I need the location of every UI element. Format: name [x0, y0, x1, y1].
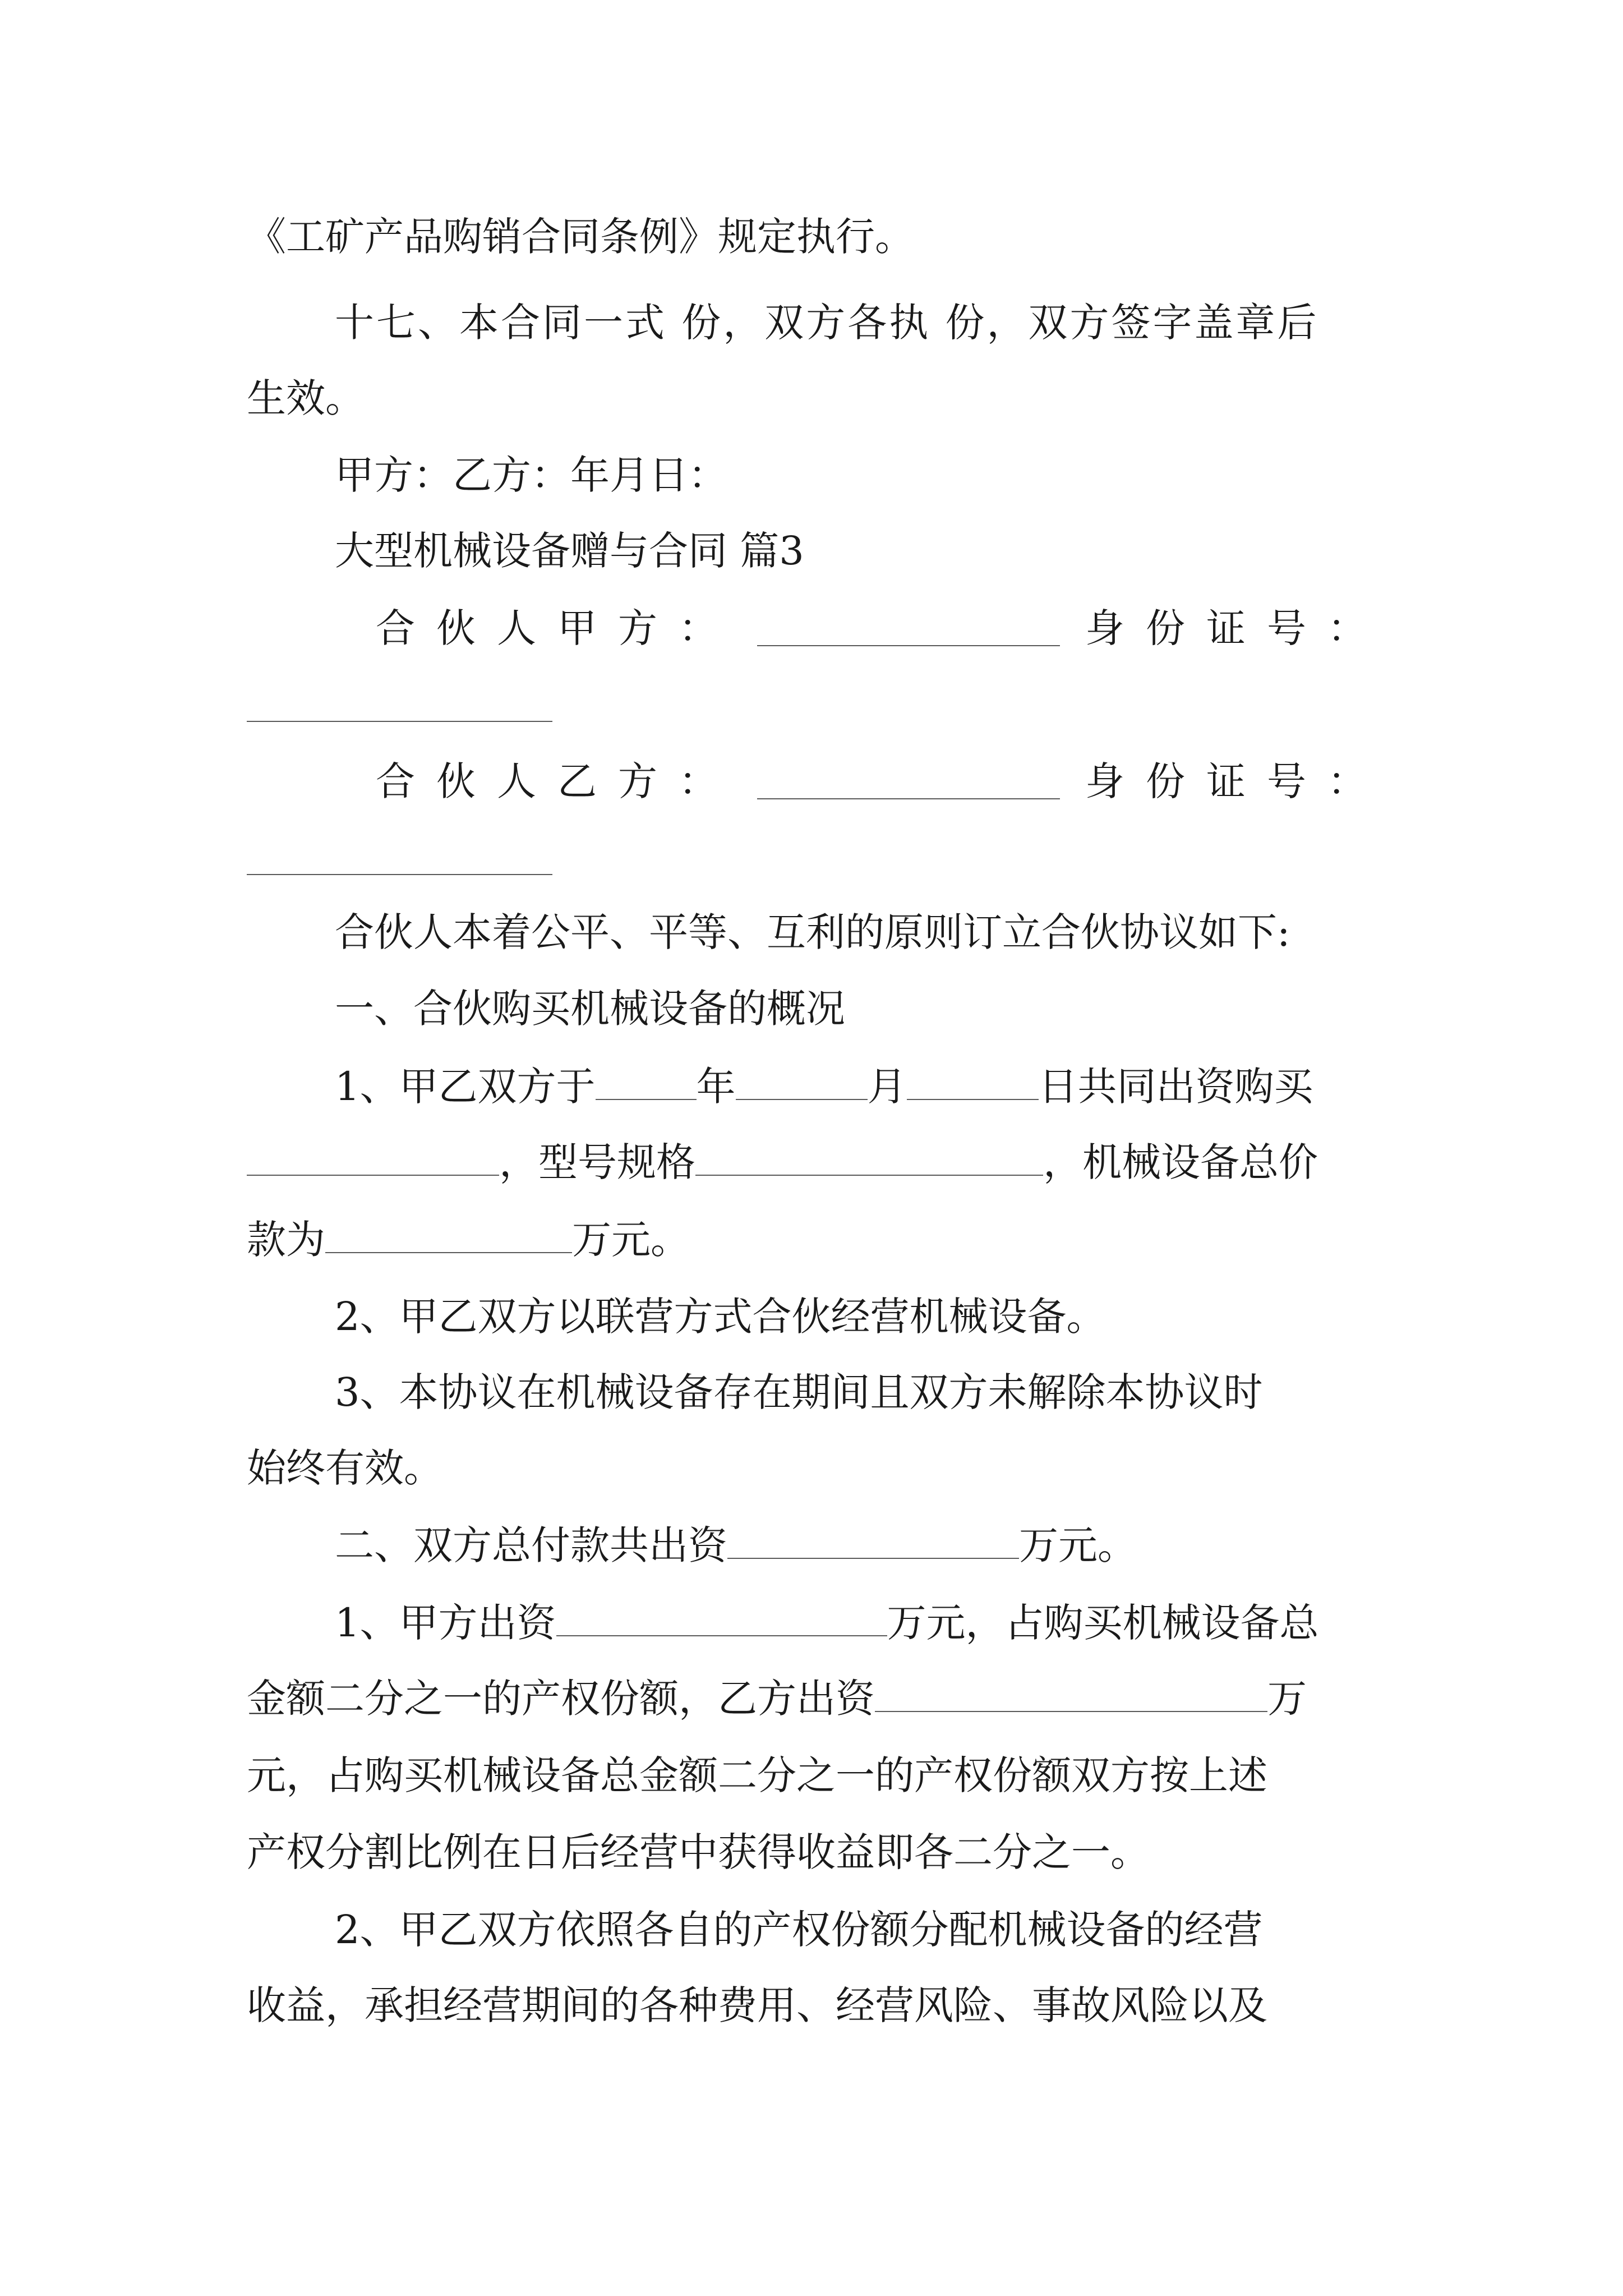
- signature-line: 甲方：乙方：年月日：: [335, 452, 727, 498]
- party-b-investment-blank: [875, 1682, 1267, 1712]
- text-line: 合伙人本着公平、平等、互利的原则订立合伙协议如下:: [335, 909, 1290, 955]
- text-fragment: 金额二分之一的产权份额，乙方出资: [247, 1676, 875, 1722]
- text-fragment: 款为: [247, 1217, 325, 1263]
- section-heading: 一、合伙购买机械设备的概况: [335, 986, 845, 1032]
- total-price-blank: [325, 1223, 572, 1253]
- equipment-name-blank: [247, 1145, 499, 1176]
- text-fragment: 万: [1267, 1676, 1307, 1722]
- text-fragment: 日共同出资购买: [1038, 1064, 1313, 1110]
- text-line: [335, 1059, 1313, 1115]
- partner-b-id-label: 身份证号：: [1085, 758, 1388, 804]
- section-heading: [335, 1517, 1137, 1573]
- text-line: 收益，承担经营期间的各种费用、经营风险、事故风险以及: [247, 1982, 1267, 2028]
- model-spec-blank: [695, 1145, 1043, 1176]
- text-line: 生效。: [247, 375, 365, 421]
- text-line: [335, 295, 1384, 351]
- text-line: [247, 1134, 1318, 1190]
- text-line: [335, 1595, 1319, 1651]
- text-fragment: ，型号规格: [499, 1139, 695, 1185]
- partner-b-label: 合伙人乙方：: [376, 758, 739, 804]
- partner-a-id-label: 身份证号：: [1085, 605, 1388, 651]
- text-line: 2、甲乙双方以联营方式合伙经营机械设备。: [335, 1294, 1106, 1340]
- text-line: 元，占购买机械设备总金额二分之一的产权份额双方按上述: [247, 1752, 1267, 1798]
- text-fragment: ，机械设备总价: [1043, 1139, 1318, 1185]
- year-blank: [596, 1070, 697, 1100]
- text-fragment: 年: [696, 1064, 736, 1110]
- text-line-content: 十七、本合同一式 份，双方各执 份，双方签字盖章后: [335, 300, 1319, 346]
- text-line: 始终有效。: [247, 1445, 443, 1491]
- text-line: 2、甲乙双方依照各自的产权份额分配机械设备的经营: [335, 1907, 1263, 1953]
- total-investment-blank: [727, 1529, 1019, 1559]
- text-fragment: 二、双方总付款共出资: [335, 1522, 727, 1568]
- text-line: 3、本协议在机械设备存在期间且双方未解除本协议时: [335, 1369, 1263, 1415]
- text-fragment: 1、甲方出资: [335, 1600, 556, 1646]
- party-a-investment-blank: [556, 1606, 887, 1636]
- text-fragment: 万元。: [572, 1217, 690, 1263]
- section-heading: 大型机械设备赠与合同 篇3: [335, 528, 804, 574]
- text-fragment: 万元，占购买机械设备总: [887, 1600, 1319, 1646]
- partner-b-id-blank: [247, 874, 552, 875]
- text-line: 产权分割比例在日后经营中获得收益即各二分之一。: [247, 1829, 1150, 1875]
- text-fragment: 月: [867, 1064, 907, 1110]
- month-blank: [736, 1070, 868, 1100]
- partner-b-blank: [757, 798, 1060, 799]
- partner-a-blank: [757, 645, 1060, 646]
- partner-a-label: 合伙人甲方：: [376, 605, 739, 651]
- text-line: [247, 1671, 1307, 1727]
- text-fragment: 1、甲乙双方于: [335, 1064, 596, 1110]
- text-line: 《工矿产品购销合同条例》规定执行。: [247, 214, 914, 260]
- text-fragment: 万元。: [1019, 1522, 1137, 1568]
- partner-a-id-blank: [247, 721, 552, 722]
- day-blank: [907, 1070, 1039, 1100]
- text-line: [247, 1212, 690, 1268]
